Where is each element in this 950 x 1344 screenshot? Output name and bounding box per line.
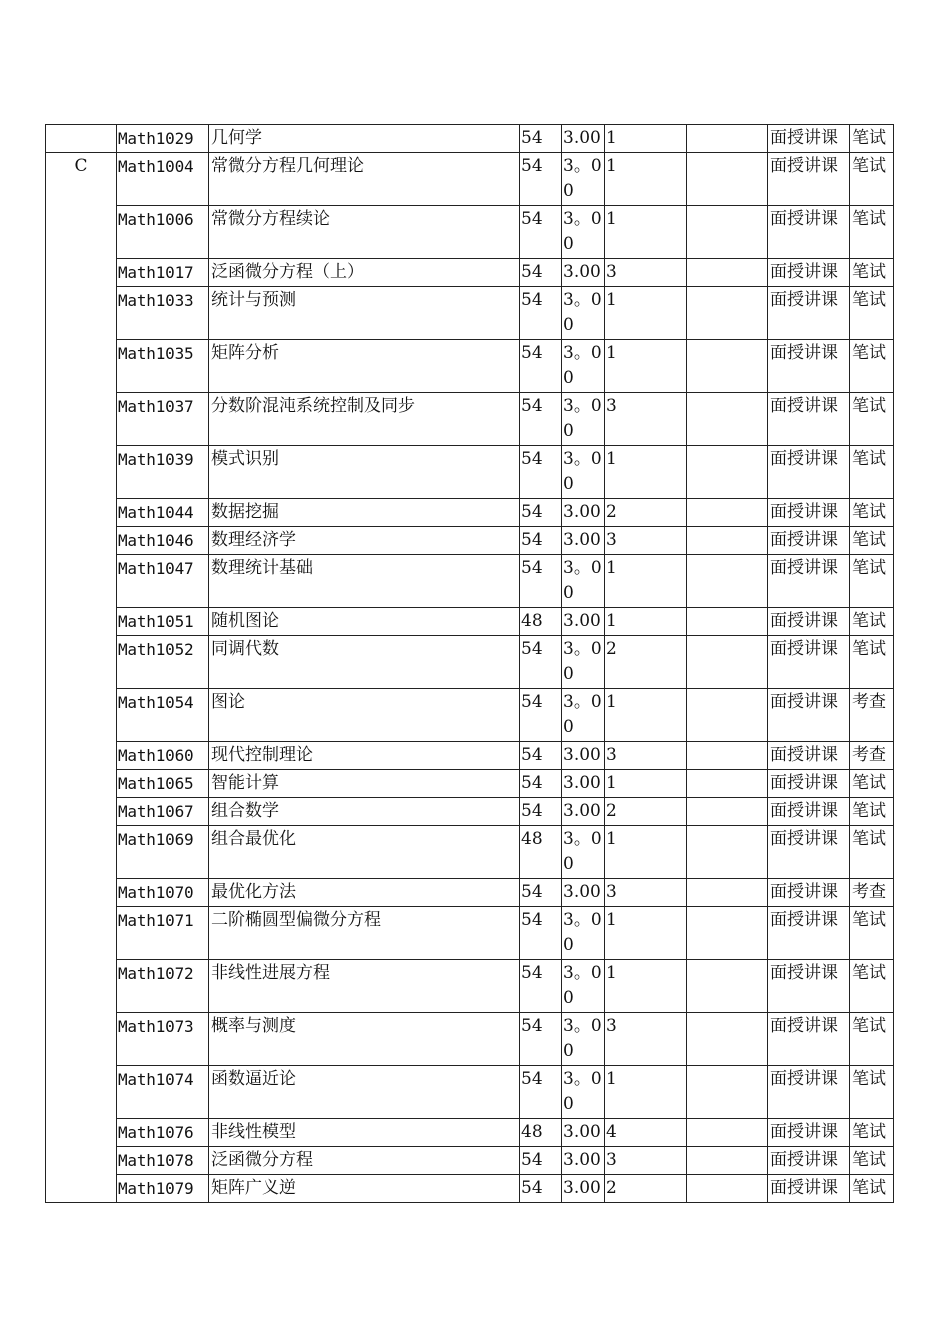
empty-cell xyxy=(687,1013,768,1066)
credit-value: 3.00 xyxy=(562,608,605,636)
table-row xyxy=(46,879,894,907)
teaching-method: 面授讲课 xyxy=(768,798,850,826)
empty-cell xyxy=(687,907,768,960)
credit-value: 3.00 xyxy=(562,1147,605,1175)
credit-value: 3.00 xyxy=(562,742,605,770)
course-code: Math1071 xyxy=(117,907,209,960)
exam-type: 笔试 xyxy=(850,960,894,1013)
class-hours: 54 xyxy=(520,527,562,555)
class-hours: 54 xyxy=(520,960,562,1013)
class-hours: 54 xyxy=(520,393,562,446)
class-hours: 54 xyxy=(520,340,562,393)
teaching-method: 面授讲课 xyxy=(768,1066,850,1119)
table-row xyxy=(46,1119,894,1147)
credit-value: 3。00 xyxy=(562,206,605,259)
teaching-method: 面授讲课 xyxy=(768,125,850,153)
table-row xyxy=(46,527,894,555)
empty-cell xyxy=(687,798,768,826)
credit-value: 3。00 xyxy=(562,446,605,499)
empty-cell xyxy=(687,393,768,446)
credit-value: 3.00 xyxy=(562,879,605,907)
course-name: 数据挖掘 xyxy=(209,499,520,527)
course-code: Math1017 xyxy=(117,259,209,287)
course-code: Math1074 xyxy=(117,1066,209,1119)
class-hours: 54 xyxy=(520,1013,562,1066)
exam-type: 笔试 xyxy=(850,907,894,960)
semester: 2 xyxy=(605,798,687,826)
table-row xyxy=(46,287,894,340)
semester: 3 xyxy=(605,1147,687,1175)
exam-type: 考查 xyxy=(850,689,894,742)
credit-value: 3。00 xyxy=(562,287,605,340)
course-name: 非线性进展方程 xyxy=(209,960,520,1013)
course-code: Math1052 xyxy=(117,636,209,689)
empty-cell xyxy=(687,826,768,879)
class-hours: 48 xyxy=(520,826,562,879)
course-code: Math1067 xyxy=(117,798,209,826)
teaching-method: 面授讲课 xyxy=(768,636,850,689)
course-name: 数理统计基础 xyxy=(209,555,520,608)
exam-type: 笔试 xyxy=(850,770,894,798)
table-row xyxy=(46,499,894,527)
class-hours: 54 xyxy=(520,499,562,527)
table-row xyxy=(46,206,894,259)
semester: 3 xyxy=(605,527,687,555)
table-body xyxy=(46,125,894,1203)
course-code: Math1029 xyxy=(117,125,209,153)
semester: 1 xyxy=(605,826,687,879)
empty-cell xyxy=(687,1147,768,1175)
class-hours: 54 xyxy=(520,879,562,907)
course-name: 几何学 xyxy=(209,125,520,153)
course-table xyxy=(45,124,894,1203)
table-row xyxy=(46,826,894,879)
teaching-method: 面授讲课 xyxy=(768,206,850,259)
course-code: Math1046 xyxy=(117,527,209,555)
course-code: Math1065 xyxy=(117,770,209,798)
table-row xyxy=(46,636,894,689)
credit-value: 3。00 xyxy=(562,960,605,1013)
course-code: Math1078 xyxy=(117,1147,209,1175)
course-name: 现代控制理论 xyxy=(209,742,520,770)
credit-value: 3。00 xyxy=(562,689,605,742)
semester: 1 xyxy=(605,287,687,340)
empty-cell xyxy=(687,340,768,393)
exam-type: 笔试 xyxy=(850,636,894,689)
semester: 2 xyxy=(605,1175,687,1203)
course-code: Math1044 xyxy=(117,499,209,527)
empty-cell xyxy=(687,608,768,636)
semester: 1 xyxy=(605,125,687,153)
course-name: 同调代数 xyxy=(209,636,520,689)
semester: 1 xyxy=(605,689,687,742)
credit-value: 3.00 xyxy=(562,1119,605,1147)
empty-cell xyxy=(687,1066,768,1119)
empty-cell xyxy=(687,125,768,153)
table-row xyxy=(46,393,894,446)
course-code: Math1070 xyxy=(117,879,209,907)
empty-cell xyxy=(687,636,768,689)
exam-type: 笔试 xyxy=(850,1066,894,1119)
semester: 3 xyxy=(605,879,687,907)
exam-type: 笔试 xyxy=(850,340,894,393)
course-code: Math1037 xyxy=(117,393,209,446)
semester: 2 xyxy=(605,636,687,689)
credit-value: 3.00 xyxy=(562,527,605,555)
credit-value: 3.00 xyxy=(562,798,605,826)
exam-type: 笔试 xyxy=(850,206,894,259)
credit-value: 3。00 xyxy=(562,826,605,879)
course-code: Math1054 xyxy=(117,689,209,742)
course-name: 组合最优化 xyxy=(209,826,520,879)
class-hours: 54 xyxy=(520,555,562,608)
exam-type: 笔试 xyxy=(850,125,894,153)
teaching-method: 面授讲课 xyxy=(768,689,850,742)
table-row xyxy=(46,125,894,153)
credit-value: 3。00 xyxy=(562,907,605,960)
course-code: Math1035 xyxy=(117,340,209,393)
exam-type: 笔试 xyxy=(850,499,894,527)
course-name: 常微分方程几何理论 xyxy=(209,153,520,206)
course-name: 数理经济学 xyxy=(209,527,520,555)
course-name: 模式识别 xyxy=(209,446,520,499)
class-hours: 48 xyxy=(520,608,562,636)
credit-value: 3.00 xyxy=(562,1175,605,1203)
teaching-method: 面授讲课 xyxy=(768,287,850,340)
teaching-method: 面授讲课 xyxy=(768,608,850,636)
empty-cell xyxy=(687,770,768,798)
table-row xyxy=(46,446,894,499)
credit-value: 3。00 xyxy=(562,1066,605,1119)
course-name: 二阶椭圆型偏微分方程 xyxy=(209,907,520,960)
course-name: 分数阶混沌系统控制及同步 xyxy=(209,393,520,446)
empty-cell xyxy=(687,259,768,287)
exam-type: 笔试 xyxy=(850,1119,894,1147)
empty-cell xyxy=(687,287,768,340)
semester: 1 xyxy=(605,770,687,798)
class-hours: 54 xyxy=(520,287,562,340)
credit-value: 3。00 xyxy=(562,393,605,446)
exam-type: 笔试 xyxy=(850,446,894,499)
empty-cell xyxy=(687,206,768,259)
credit-value: 3.00 xyxy=(562,259,605,287)
exam-type: 笔试 xyxy=(850,1175,894,1203)
exam-type: 笔试 xyxy=(850,608,894,636)
table-row xyxy=(46,798,894,826)
teaching-method: 面授讲课 xyxy=(768,259,850,287)
course-code: Math1060 xyxy=(117,742,209,770)
teaching-method: 面授讲课 xyxy=(768,393,850,446)
exam-type: 笔试 xyxy=(850,1013,894,1066)
table-row xyxy=(46,1013,894,1066)
teaching-method: 面授讲课 xyxy=(768,446,850,499)
credit-value: 3。00 xyxy=(562,636,605,689)
class-hours: 54 xyxy=(520,153,562,206)
course-name: 泛函微分方程（上） xyxy=(209,259,520,287)
course-code: Math1051 xyxy=(117,608,209,636)
empty-cell xyxy=(687,446,768,499)
credit-value: 3。00 xyxy=(562,1013,605,1066)
class-hours: 54 xyxy=(520,1147,562,1175)
credit-value: 3。00 xyxy=(562,153,605,206)
course-code: Math1033 xyxy=(117,287,209,340)
course-name: 智能计算 xyxy=(209,770,520,798)
semester: 2 xyxy=(605,499,687,527)
exam-type: 笔试 xyxy=(850,527,894,555)
class-hours: 54 xyxy=(520,798,562,826)
class-hours: 54 xyxy=(520,1066,562,1119)
credit-value: 3.00 xyxy=(562,770,605,798)
semester: 1 xyxy=(605,960,687,1013)
empty-cell xyxy=(687,742,768,770)
empty-cell xyxy=(687,689,768,742)
table-row xyxy=(46,742,894,770)
semester: 1 xyxy=(605,1066,687,1119)
table-row xyxy=(46,608,894,636)
exam-type: 笔试 xyxy=(850,259,894,287)
empty-cell xyxy=(687,555,768,608)
semester: 1 xyxy=(605,608,687,636)
course-name: 矩阵广义逆 xyxy=(209,1175,520,1203)
exam-type: 笔试 xyxy=(850,798,894,826)
exam-type: 笔试 xyxy=(850,393,894,446)
class-hours: 54 xyxy=(520,742,562,770)
course-name: 矩阵分析 xyxy=(209,340,520,393)
class-hours: 54 xyxy=(520,636,562,689)
course-code: Math1076 xyxy=(117,1119,209,1147)
teaching-method: 面授讲课 xyxy=(768,1119,850,1147)
empty-cell xyxy=(687,1119,768,1147)
table-row xyxy=(46,555,894,608)
semester: 1 xyxy=(605,555,687,608)
exam-type: 笔试 xyxy=(850,826,894,879)
credit-value: 3.00 xyxy=(562,499,605,527)
empty-cell xyxy=(687,1175,768,1203)
teaching-method: 面授讲课 xyxy=(768,1175,850,1203)
course-name: 统计与预测 xyxy=(209,287,520,340)
class-hours: 54 xyxy=(520,1175,562,1203)
class-hours: 48 xyxy=(520,1119,562,1147)
teaching-method: 面授讲课 xyxy=(768,742,850,770)
empty-cell xyxy=(687,527,768,555)
course-name: 概率与测度 xyxy=(209,1013,520,1066)
course-code: Math1004 xyxy=(117,153,209,206)
teaching-method: 面授讲课 xyxy=(768,340,850,393)
exam-type: 笔试 xyxy=(850,1147,894,1175)
class-hours: 54 xyxy=(520,907,562,960)
exam-type: 考查 xyxy=(850,879,894,907)
course-code: Math1079 xyxy=(117,1175,209,1203)
semester: 3 xyxy=(605,259,687,287)
course-name: 组合数学 xyxy=(209,798,520,826)
credit-value: 3。00 xyxy=(562,340,605,393)
exam-type: 笔试 xyxy=(850,555,894,608)
teaching-method: 面授讲课 xyxy=(768,1013,850,1066)
category-cell: C xyxy=(46,153,117,1203)
semester: 3 xyxy=(605,742,687,770)
semester: 1 xyxy=(605,340,687,393)
semester: 1 xyxy=(605,206,687,259)
class-hours: 54 xyxy=(520,125,562,153)
course-name: 函数逼近论 xyxy=(209,1066,520,1119)
category-cell xyxy=(46,125,117,153)
teaching-method: 面授讲课 xyxy=(768,826,850,879)
table-row xyxy=(46,1147,894,1175)
teaching-method: 面授讲课 xyxy=(768,879,850,907)
semester: 1 xyxy=(605,153,687,206)
table-row xyxy=(46,1066,894,1119)
class-hours: 54 xyxy=(520,770,562,798)
credit-value: 3。00 xyxy=(562,555,605,608)
exam-type: 考查 xyxy=(850,742,894,770)
teaching-method: 面授讲课 xyxy=(768,527,850,555)
teaching-method: 面授讲课 xyxy=(768,960,850,1013)
course-code: Math1073 xyxy=(117,1013,209,1066)
course-code: Math1006 xyxy=(117,206,209,259)
class-hours: 54 xyxy=(520,259,562,287)
empty-cell xyxy=(687,879,768,907)
empty-cell xyxy=(687,960,768,1013)
course-code: Math1072 xyxy=(117,960,209,1013)
class-hours: 54 xyxy=(520,689,562,742)
teaching-method: 面授讲课 xyxy=(768,555,850,608)
course-name: 随机图论 xyxy=(209,608,520,636)
course-code: Math1069 xyxy=(117,826,209,879)
table-row xyxy=(46,153,894,206)
course-code: Math1047 xyxy=(117,555,209,608)
table-row xyxy=(46,960,894,1013)
empty-cell xyxy=(687,499,768,527)
semester: 3 xyxy=(605,1013,687,1066)
exam-type: 笔试 xyxy=(850,287,894,340)
course-code: Math1039 xyxy=(117,446,209,499)
semester: 1 xyxy=(605,446,687,499)
table-row xyxy=(46,770,894,798)
exam-type: 笔试 xyxy=(850,153,894,206)
credit-value: 3.00 xyxy=(562,125,605,153)
course-name: 最优化方法 xyxy=(209,879,520,907)
teaching-method: 面授讲课 xyxy=(768,907,850,960)
class-hours: 54 xyxy=(520,206,562,259)
table-row xyxy=(46,689,894,742)
semester: 1 xyxy=(605,907,687,960)
teaching-method: 面授讲课 xyxy=(768,1147,850,1175)
table-row xyxy=(46,907,894,960)
class-hours: 54 xyxy=(520,446,562,499)
teaching-method: 面授讲课 xyxy=(768,770,850,798)
course-name: 常微分方程续论 xyxy=(209,206,520,259)
semester: 4 xyxy=(605,1119,687,1147)
course-name: 泛函微分方程 xyxy=(209,1147,520,1175)
semester: 3 xyxy=(605,393,687,446)
table-row xyxy=(46,340,894,393)
course-name: 非线性模型 xyxy=(209,1119,520,1147)
course-name: 图论 xyxy=(209,689,520,742)
teaching-method: 面授讲课 xyxy=(768,499,850,527)
teaching-method: 面授讲课 xyxy=(768,153,850,206)
empty-cell xyxy=(687,153,768,206)
table-row xyxy=(46,259,894,287)
table-row xyxy=(46,1175,894,1203)
